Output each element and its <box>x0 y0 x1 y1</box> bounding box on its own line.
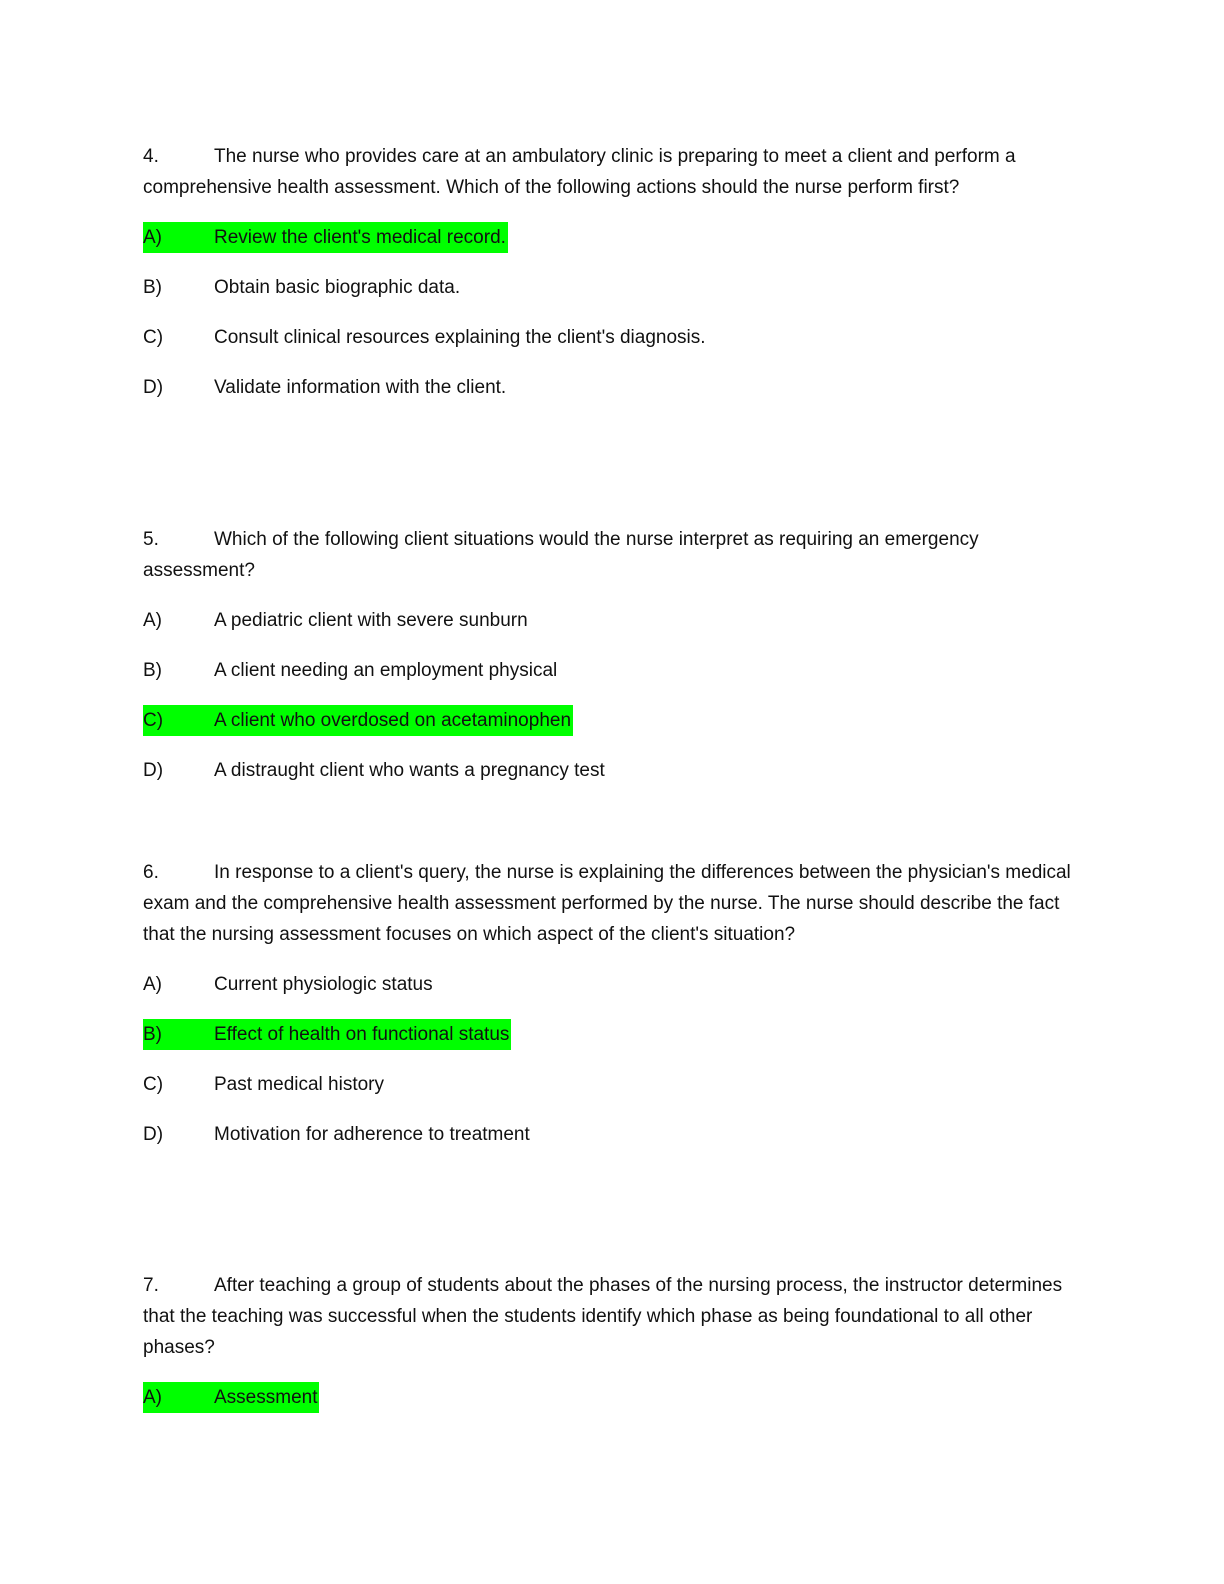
question-stem <box>143 524 1083 586</box>
option-b <box>143 272 1083 303</box>
question-4 <box>143 141 1083 422</box>
option-list <box>143 969 1083 1150</box>
option-text: A client who overdosed on acetaminophen <box>214 710 572 731</box>
option-text: Motivation for adherence to treatment <box>214 1124 530 1145</box>
question-number: 6. <box>143 862 159 883</box>
question-number: 4. <box>143 146 159 167</box>
question-text: The nurse who provides care at an ambulatory clinic is preparing to meet a client and perform a comprehensive health assessment. Which of the following actions should the nurse perform first? <box>143 146 1016 198</box>
option-letter: B) <box>143 277 162 298</box>
option-letter: A) <box>143 227 162 248</box>
question-5 <box>143 524 1083 805</box>
question-number: 7. <box>143 1275 159 1296</box>
option-letter: C) <box>143 1074 164 1095</box>
question-stem <box>143 1270 1083 1363</box>
option-letter: C) <box>143 327 164 348</box>
option-text: Effect of health on functional status <box>214 1024 510 1045</box>
option-text: Consult clinical resources explaining the client's diagnosis. <box>214 327 706 348</box>
option-text: Review the client's medical record. <box>214 227 506 248</box>
option-c <box>143 322 1083 353</box>
option-list <box>143 1382 1083 1413</box>
option-letter: C) <box>143 710 164 731</box>
option-b <box>143 655 1083 686</box>
question-text: Which of the following client situations would the nurse interpret as requiring an emergency assessment? <box>143 529 979 581</box>
option-d <box>143 1119 1083 1150</box>
option-c <box>143 1069 1083 1100</box>
question-6 <box>143 857 1083 1169</box>
question-text: After teaching a group of students about the phases of the nursing process, the instructor determines that the teaching was successful when the students identify which phase as being foundational to all other phases? <box>143 1275 1063 1358</box>
option-letter: D) <box>143 760 164 781</box>
option-letter: B) <box>143 660 162 681</box>
question-stem <box>143 141 1083 203</box>
option-letter: A) <box>143 1387 162 1408</box>
question-stem <box>143 857 1083 950</box>
option-a <box>143 969 1083 1000</box>
option-letter: A) <box>143 974 162 995</box>
option-list <box>143 605 1083 786</box>
question-7 <box>143 1270 1083 1432</box>
option-letter: A) <box>143 610 162 631</box>
option-text: Past medical history <box>214 1074 385 1095</box>
option-text: Current physiologic status <box>214 974 433 995</box>
option-text: Obtain basic biographic data. <box>214 277 461 298</box>
question-number: 5. <box>143 529 159 550</box>
option-c <box>143 705 1083 736</box>
option-text: Validate information with the client. <box>214 377 507 398</box>
option-list <box>143 222 1083 403</box>
option-a <box>143 1382 1083 1413</box>
option-text: Assessment <box>214 1387 318 1408</box>
option-b <box>143 1019 1083 1050</box>
option-letter: B) <box>143 1024 162 1045</box>
option-text: A distraught client who wants a pregnancy test <box>214 760 605 781</box>
option-text: A client needing an employment physical <box>214 660 558 681</box>
option-d <box>143 755 1083 786</box>
option-d <box>143 372 1083 403</box>
option-letter: D) <box>143 377 164 398</box>
question-text: In response to a client's query, the nurse is explaining the differences between the physician's medical exam and the comprehensive health assessment performed by the nurse. The nurse should describe the fact that the nursing assessment focuses on which aspect of the client's situation? <box>143 862 1071 945</box>
option-a <box>143 605 1083 636</box>
option-a <box>143 222 1083 253</box>
option-letter: D) <box>143 1124 164 1145</box>
option-text: A pediatric client with severe sunburn <box>214 610 528 631</box>
